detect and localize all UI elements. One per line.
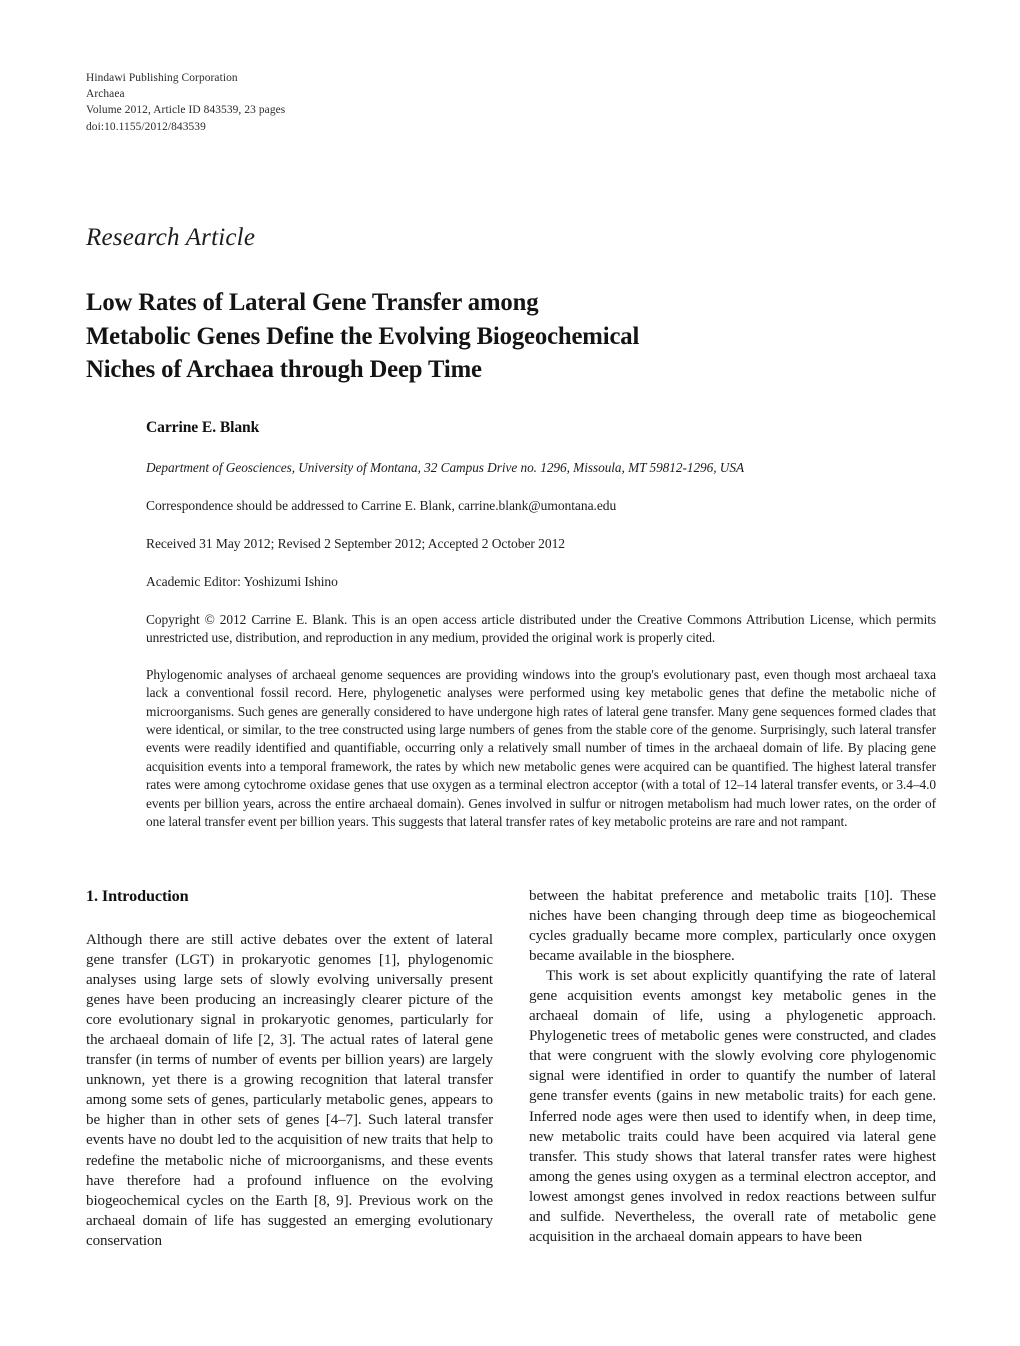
section-heading-introduction: 1. Introduction: [86, 887, 189, 905]
author-affiliation: Department of Geosciences, University of Montana, 32 Campus Drive no. 1296, Missoula, MT 59812-1296, USA: [146, 460, 745, 475]
intro-paragraph-right-2: This work is set about explicitly quantifying the rate of lateral gene acquisition events amongst key metabolic genes in the archaeal domain of life, using a phylogenetic approach. Phylogenetic trees of metabolic genes were constructed, and clades that were congruent with the slowly evolving core phylogenomic signal were identified in order to quantify the number of lateral gene transfer events (gains in new metabolic traits) for each gene. Inferred node ages were then used to identify when, in deep time, new metabolic traits could have been acquired via lateral gene transfer. This study shows that lateral transfer rates were highest among the genes using oxygen as a terminal electron acceptor, and lowest amongst genes involved in redox reactions between sulfur and sulfide. Nevertheless, the overall rate of metabolic gene acquisition in the archaeal domain appears to have been: [529, 968, 936, 1245]
page-title: [86, 285, 800, 386]
intro-paragraph-left: Although there are still active debates over the extent of lateral gene transfer (LGT) in prokaryotic genomes [1], phylogenomic analyses using large sets of slowly evolving universally present genes have been producing an increasingly clearer picture of the core evolutionary signal in prokaryotic genomes, particularly for the archaeal domain of life [2, 3]. The actual rates of lateral gene transfer (in terms of number of events per billion years) are largely unknown, yet there is a growing recognition that lateral transfer among some sets of genes, particularly metabolic genes, appears to be higher than in other sets of genes [4–7]. Such lateral transfer events have no doubt led to the acquisition of new traits that help to redefine the metabolic niche of microorganisms, and these events have therefore had a profound influence on the evolving biogeochemical cycles on the Earth [8, 9]. Previous work on the archaeal domain of life has suggested an emerging evolutionary conservation: [86, 932, 493, 1249]
doi-line: doi:10.1155/2012/843539: [86, 120, 206, 133]
body-column-left: [86, 886, 493, 1286]
two-column-body: [86, 886, 936, 1286]
journal-name: Archaea: [86, 88, 125, 101]
article-metadata-block: [146, 418, 936, 831]
volume-article-info: Volume 2012, Article ID 843539, 23 pages: [86, 104, 286, 117]
intro-paragraph-right-1: between the habitat preference and metabolic traits [10]. These niches have been changing through deep time as biogeochemical cycles gradually became more complex, particularly once oxygen became available in the biosphere.: [529, 888, 936, 965]
article-type-label: Research Article: [86, 224, 256, 251]
submission-dates: Received 31 May 2012; Revised 2 September 2012; Accepted 2 October 2012: [146, 536, 565, 551]
publisher-name: Hindawi Publishing Corporation: [86, 72, 238, 84]
title-line-3: Niches of Archaea through Deep Time: [86, 354, 482, 384]
title-line-2: Metabolic Genes Define the Evolving Biogeochemical: [86, 320, 640, 350]
author-name: Carrine E. Blank: [146, 419, 260, 436]
body-column-right: [529, 886, 936, 1286]
publisher-header: [86, 70, 285, 135]
copyright-notice: Copyright © 2012 Carrine E. Blank. This is an open access article distributed under the Creative Commons Attribution License, which permits unrestricted use, distribution, and reproduction in any medium, provided the original work is properly cited.: [146, 612, 936, 646]
abstract-text: Phylogenomic analyses of archaeal genome sequences are providing windows into the group's evolutionary past, even though most archaeal taxa lack a conventional fossil record. Here, phylogenetic analyses were performed using key metabolic genes that define the metabolic niche of microorganisms. Such genes are generally considered to have undergone high rates of lateral gene transfer. Many gene sequences formed clades that were identical, or similar, to the tree constructed using large numbers of genes from the stable core of the genome. Surprisingly, such lateral transfer events were readily identified and quantifiable, occurring only a relatively small number of times in the archaeal domain of life. By placing gene acquisition events into a temporal framework, the rates by which new metabolic genes were acquired can be quantified. The highest lateral transfer rates were among cytochrome oxidase genes that use oxygen as a terminal electron acceptor (with a total of 12–14 lateral transfer events, or 3.4–4.0 events per billion years, across the entire archaeal domain). Genes involved in sulfur or nitrogen metabolism had much lower rates, on the order of one lateral transfer event per billion years. This suggests that lateral transfer rates of key metabolic proteins are rare and not rampant.: [146, 666, 936, 830]
academic-editor: Academic Editor: Yoshizumi Ishino: [146, 574, 338, 589]
correspondence-line: Correspondence should be addressed to Carrine E. Blank, carrine.blank@umontana.edu: [146, 498, 617, 513]
title-line-1: Low Rates of Lateral Gene Transfer among: [86, 287, 539, 317]
